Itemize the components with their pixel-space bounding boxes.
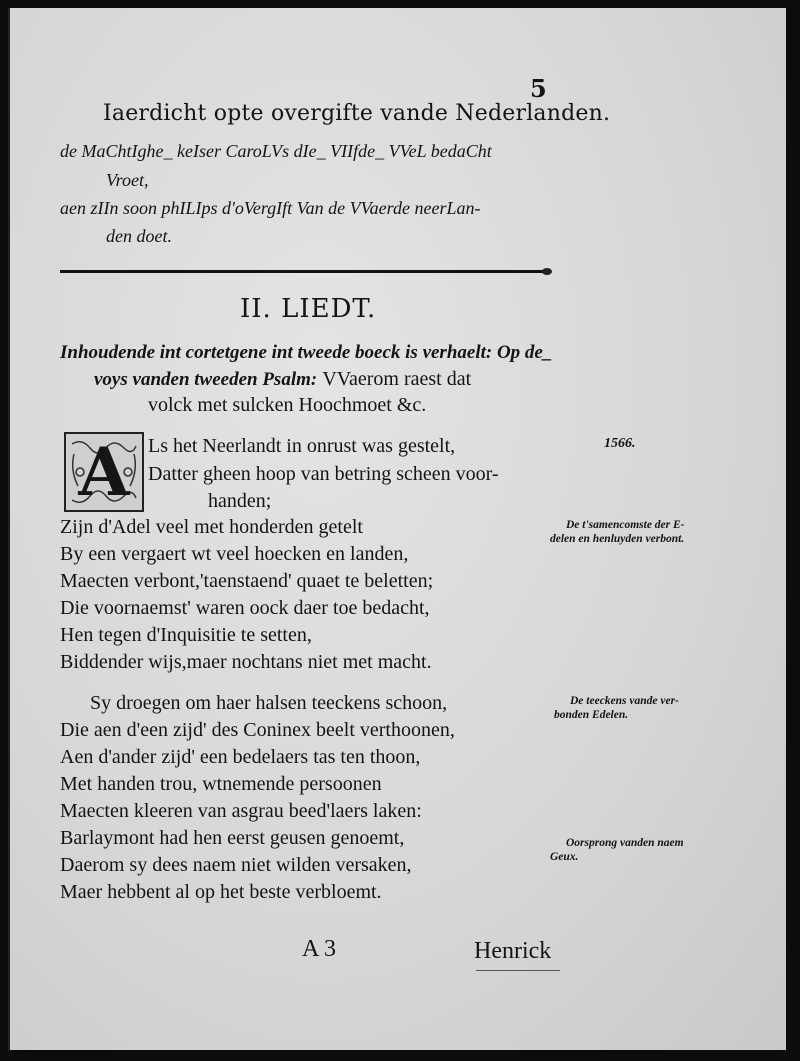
- verse-line: Die voornaemst' waren oock daer toe bedacht,: [60, 597, 430, 619]
- subtitle-line: volck met sulcken Hoochmoet &c.: [148, 394, 427, 416]
- chronogram-line: de MaChtIghe_ keIser CaroLVs dIe_ VIIfde_ VVeL bedaCht: [60, 141, 492, 161]
- subtitle-italic: voys vanden tweeden Psalm:: [94, 369, 318, 390]
- verse-line: Sy droegen om haer halsen teeckens schoon,: [90, 692, 448, 714]
- chronogram-line: den doet.: [106, 226, 172, 246]
- verse-line: Maer hebbent al op het beste verbloemt.: [60, 881, 382, 903]
- verse-line: Barlaymont had hen eerst geusen genoemt,: [60, 827, 405, 849]
- verse-line: Zijn d'Adel veel met honderden getelt: [60, 516, 363, 538]
- verse-line: Maecten verbont,'taenstaend' quaet te beletten;: [60, 570, 434, 592]
- catchword: Henrick: [474, 938, 552, 964]
- chronogram-line: Vroet,: [106, 170, 149, 190]
- margin-note-line: Oorsprong vanden naem: [566, 837, 684, 849]
- verse-line: Maecten kleeren van asgrau beed'laers laken:: [60, 800, 422, 822]
- chronogram-line: aen zIIn soon phILIps d'oVergIft Van de VVaerde neerLan-: [60, 198, 481, 218]
- margin-year: 1566.: [604, 436, 636, 451]
- verse-line: Die aen d'een zijd' des Coninex beelt verthoonen,: [60, 719, 455, 741]
- verse-line: Biddender wijs,maer nochtans niet met macht.: [60, 651, 432, 673]
- margin-note-line: delen en henluyden verbont.: [550, 533, 685, 545]
- initial-letter: A: [78, 433, 130, 511]
- verse-line: Met handen trou, wtnemende persoonen: [60, 773, 382, 795]
- section-divider: [60, 270, 546, 273]
- signature-mark: A 3: [302, 936, 337, 962]
- verse-line: Ls het Neerlandt in onrust was gestelt,: [148, 435, 456, 457]
- margin-note-line: De t'samencomste der E-: [566, 519, 685, 531]
- subtitle-line: Inhoudende int cortetgene int tweede boeck is verhaelt: Op de_: [60, 342, 553, 363]
- verse-line: Hen tegen d'Inquisitie te setten,: [60, 624, 312, 646]
- verse-line: By een vergaert wt veel hoecken en landen,: [60, 543, 409, 565]
- verse-line: Daerom sy dees naem niet wilden versaken,: [60, 854, 412, 876]
- margin-note-line: bonden Edelen.: [554, 709, 629, 721]
- header-title: Iaerdicht opte overgifte vande Nederlanden.: [103, 101, 611, 126]
- margin-note-line: De teeckens vande ver-: [570, 695, 679, 707]
- page-number: 5: [530, 74, 547, 103]
- decorated-initial: [64, 432, 144, 512]
- verse-line: Aen d'ander zijd' een bedelaers tas ten thoon,: [60, 746, 421, 768]
- verse-line: Datter gheen hoop van betring scheen voor-: [148, 463, 499, 485]
- margin-note-line: Geux.: [550, 851, 579, 863]
- section-title: II. LIEDT.: [240, 294, 377, 324]
- subtitle-line: [94, 368, 471, 391]
- book-page: [8, 8, 786, 1050]
- catchword-underline: [476, 970, 560, 971]
- subtitle-roman: VVaerom raest dat: [322, 368, 472, 390]
- verse-line: handen;: [208, 490, 272, 512]
